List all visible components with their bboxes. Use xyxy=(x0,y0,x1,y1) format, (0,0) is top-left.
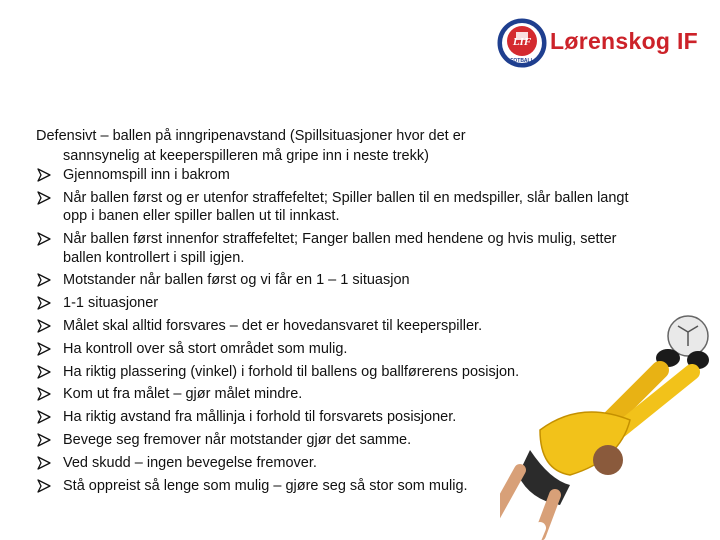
arrow-bullet-icon xyxy=(36,231,52,247)
arrow-bullet-icon xyxy=(36,295,52,311)
bullet-lead: Motstander når ballen først og vi får en 1 – 1 situasjon xyxy=(63,272,410,289)
bullet-item xyxy=(36,230,636,267)
logo-monogram: LIF xyxy=(512,36,532,48)
heading-line-2: sannsynelig at keeperspilleren må gripe inn i neste trekk) xyxy=(63,148,429,164)
arrow-bullet-icon xyxy=(36,341,52,357)
section-heading xyxy=(36,126,636,166)
bullet-text: ; Spiller ballen til en medspiller, slår ballen langt opp i banen eller spiller ballen ut til innkast. xyxy=(63,189,629,225)
arrow-bullet-icon xyxy=(36,455,52,471)
bullet-text: Ved skudd – ingen bevegelse fremover. xyxy=(63,454,317,471)
bullet-text: Gjennomspill inn i bakrom xyxy=(63,167,230,183)
arrow-bullet-icon xyxy=(36,364,52,380)
bullet-text: Ha riktig avstand fra mållinja i forhold til forsvarets posisjoner. xyxy=(63,409,457,426)
bullet-lead: Når ballen først innenfor straffefeltet xyxy=(63,231,295,248)
arrow-bullet-icon xyxy=(36,478,52,494)
arrow-bullet-icon xyxy=(36,432,52,448)
logo-text: FOTBALL xyxy=(510,58,534,64)
bullet-item xyxy=(36,189,636,226)
arrow-bullet-icon xyxy=(36,386,52,402)
bullet-item xyxy=(36,166,636,185)
arrow-bullet-icon xyxy=(36,167,52,183)
heading-line-1: Defensivt – ballen på inngripenavstand (Spillsituasjoner hvor det er xyxy=(36,128,466,144)
bullet-text: Ha kontroll over så stort området som mulig. xyxy=(63,340,348,357)
club-logo xyxy=(496,18,548,68)
bullet-text: Stå oppreist så lenge som mulig – gjøre seg så stor som mulig. xyxy=(63,477,468,494)
bullet-text: Ha riktig plassering (vinkel) i forhold til ballens og ballførerens posisjon. xyxy=(63,363,520,380)
bullet-item xyxy=(36,271,636,290)
bullet-text: Bevege seg fremover når motstander gjør det samme. xyxy=(63,431,412,448)
slide-header xyxy=(0,0,720,90)
club-name: Lørenskog IF xyxy=(550,28,699,54)
bullet-text: 1-1 situasjoner xyxy=(63,295,159,312)
arrow-bullet-icon xyxy=(36,272,52,288)
bullet-lead: Når ballen først og er utenfor straffefeltet xyxy=(63,189,324,206)
bullet-text: Målet skal alltid forsvares – det er hovedansvaret til keeperspiller. xyxy=(63,317,483,334)
arrow-bullet-icon xyxy=(36,318,52,334)
arrow-bullet-icon xyxy=(36,190,52,206)
arrow-bullet-icon xyxy=(36,409,52,425)
bullet-text: ; Fanger ballen med hendene og hvis mulig, setter ballen kontrollert i spill igjen. xyxy=(63,231,617,266)
bullet-text: Kom ut fra målet – gjør målet mindre. xyxy=(63,386,303,403)
goalkeeper-diving-illustration xyxy=(500,300,720,540)
